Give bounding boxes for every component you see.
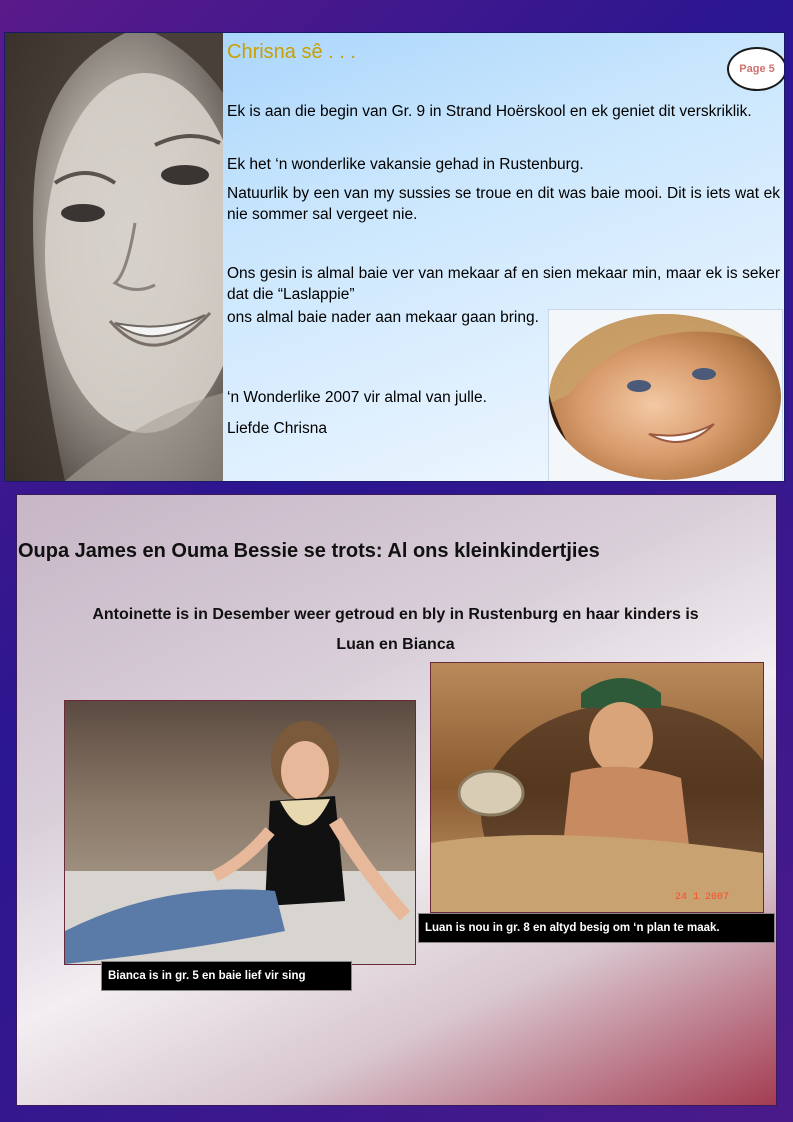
article-heading: Chrisna sê . . . [227,41,356,63]
section-title: Oupa James en Ouma Bessie se trots: Al ons kleinkindertjies [18,540,600,562]
page-number-badge: Page 5 [727,47,785,91]
oval-photo-frame [549,314,781,480]
photo-bianca [64,700,416,965]
subtitle-line-2: Luan en Bianca [336,636,455,653]
profile-panel [4,32,785,482]
portrait-photo-chrisna [5,33,223,481]
portrait-photo-oval [548,309,783,482]
paragraph-4: Ons gesin is almal baie ver van mekaar af en sien mekaar min, maar ek is seker dat die “Laslappie” [227,265,780,303]
boy-digging-illustration [431,663,763,912]
caption-luan: Luan is nou in gr. 8 en altyd besig om ‘n plan te maak. [418,913,775,943]
photo-luan [430,662,764,913]
portrait-illustration [5,33,223,481]
subtitle-line-1: Antoinette is in Desember weer getroud en bly in Rustenburg en haar kinders is [92,606,699,623]
paragraph-1: Ek is aan die begin van Gr. 9 in Strand Hoërskool en ek geniet dit verskriklik. [227,103,752,120]
paragraph-6: ‘n Wonderlike 2007 vir almal van julle. [227,389,487,406]
photo-date-stamp: 24 1 2007 [675,892,730,903]
caption-bianca: Bianca is in gr. 5 en baie lief vir sing [101,961,352,991]
paragraph-2: Ek het ‘n wonderlike vakansie gehad in Rustenburg. [227,156,584,173]
girl-sitting-illustration [65,701,415,964]
paragraph-3: Natuurlik by een van my sussies se troue en dit was baie mooi. Dit is iets wat ek nie sommer sal vergeet nie. [227,185,780,223]
signature-line: Liefde Chrisna [227,420,327,437]
paragraph-5: ons almal baie nader aan mekaar gaan bring. [227,309,539,326]
section-subtitle [20,600,771,660]
smiling-face-illustration [549,314,781,480]
